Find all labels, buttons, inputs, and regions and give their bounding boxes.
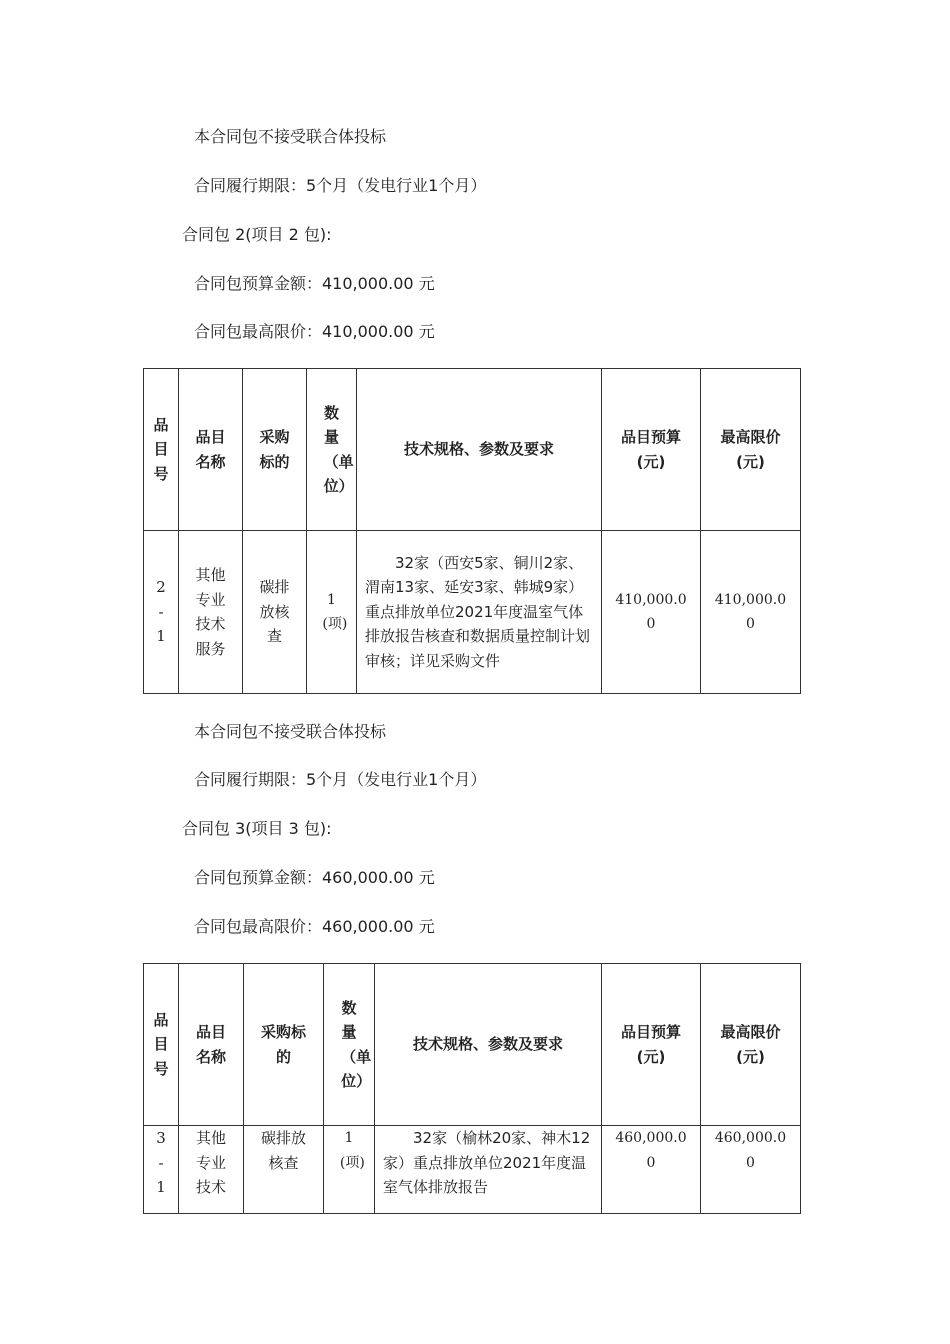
table-row xyxy=(144,1126,801,1214)
header-item-no: 品目号 xyxy=(144,369,179,531)
cell-budget: 460,000.00 xyxy=(602,1126,701,1214)
header-max: 最高限价(元) xyxy=(701,369,801,531)
package-2-table xyxy=(143,368,801,694)
cell-qty: 1(项) xyxy=(307,531,357,694)
package-2-no-consortium-note: 本合同包不接受联合体投标 xyxy=(194,722,387,741)
header-spec: 技术规格、参数及要求 xyxy=(357,369,602,531)
no-consortium-note: 本合同包不接受联合体投标 xyxy=(194,127,387,146)
package-2-performance-period: 合同履行期限：5个月（发电行业1个月） xyxy=(194,770,487,789)
cell-item-no: 3-1 xyxy=(144,1126,179,1214)
cell-item-no: 2-1 xyxy=(144,531,179,694)
header-qty: 数量（单位） xyxy=(307,369,357,531)
cell-spec: 32家（西安5家、铜川2家、渭南13家、延安3家、韩城9家）重点排放单位2021年度温室气体排放报告核查和数据质量控制计划审核；详见采购文件 xyxy=(357,531,602,694)
cell-target: 碳排放核查 xyxy=(244,1126,324,1214)
cell-max: 410,000.00 xyxy=(701,531,801,694)
header-target: 采购标的 xyxy=(244,964,324,1126)
cell-qty: 1(项) xyxy=(324,1126,375,1214)
table-header-row xyxy=(144,369,801,531)
cell-target: 碳排放核查 xyxy=(243,531,307,694)
cell-item-name: 其他专业技术 xyxy=(179,1126,244,1214)
package-2-budget: 合同包预算金额：410,000.00 元 xyxy=(194,274,435,293)
header-item-name: 品目名称 xyxy=(179,369,243,531)
cell-max: 460,000.00 xyxy=(701,1126,801,1214)
header-qty: 数量（单位） xyxy=(324,964,375,1126)
cell-spec: 32家（榆林20家、神木12家）重点排放单位2021年度温室气体排放报告 xyxy=(375,1126,602,1214)
cell-budget: 410,000.00 xyxy=(602,531,701,694)
package-2-title: 合同包 2(项目 2 包): xyxy=(182,225,332,244)
package-3-max-price: 合同包最高限价：460,000.00 元 xyxy=(194,917,435,936)
header-budget: 品目预算(元) xyxy=(602,369,701,531)
header-item-name: 品目名称 xyxy=(179,964,244,1126)
header-budget: 品目预算(元) xyxy=(602,964,701,1126)
cell-item-name: 其他专业技术服务 xyxy=(179,531,243,694)
header-item-no: 品目号 xyxy=(144,964,179,1126)
package-3-budget: 合同包预算金额：460,000.00 元 xyxy=(194,868,435,887)
header-target: 采购标的 xyxy=(243,369,307,531)
header-max: 最高限价(元) xyxy=(701,964,801,1126)
package-3-title: 合同包 3(项目 3 包): xyxy=(182,819,332,838)
table-header-row xyxy=(144,964,801,1126)
table-row xyxy=(144,531,801,694)
package-2-max-price: 合同包最高限价：410,000.00 元 xyxy=(194,322,435,341)
header-spec: 技术规格、参数及要求 xyxy=(375,964,602,1126)
performance-period: 合同履行期限：5个月（发电行业1个月） xyxy=(194,176,487,195)
package-3-table xyxy=(143,963,801,1214)
